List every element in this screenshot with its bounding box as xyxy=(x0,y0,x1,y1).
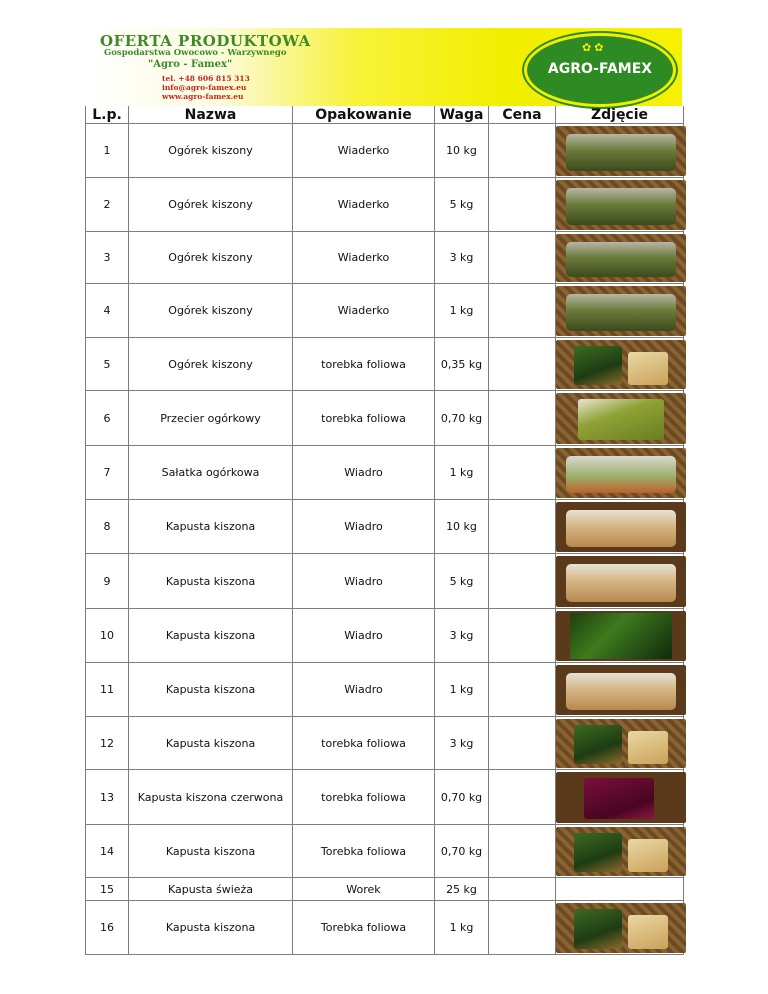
cell-opakowanie: Wiaderko xyxy=(293,178,435,232)
cell-nazwa: Kapusta świeża xyxy=(129,878,293,901)
product-photo xyxy=(556,665,686,715)
table-row xyxy=(86,901,684,955)
table-row xyxy=(86,554,684,609)
product-photo xyxy=(556,180,686,230)
cell-cena xyxy=(489,663,556,717)
product-photo xyxy=(556,611,686,661)
cell-lp: 14 xyxy=(86,825,129,878)
product-photo xyxy=(556,340,686,389)
cell-opakowanie: torebka foliowa xyxy=(293,338,435,391)
cell-lp: 11 xyxy=(86,663,129,717)
cell-cena xyxy=(489,124,556,178)
cell-cena xyxy=(489,878,556,901)
cell-photo xyxy=(556,284,684,338)
cell-waga: 10 kg xyxy=(435,500,489,554)
cell-lp: 9 xyxy=(86,554,129,609)
cell-photo xyxy=(556,770,684,825)
cell-cena xyxy=(489,232,556,284)
header-nazwa: Nazwa xyxy=(129,106,293,124)
product-photo xyxy=(556,126,686,176)
cell-opakowanie: Torebka foliowa xyxy=(293,901,435,955)
photo-item xyxy=(566,456,676,493)
table-header-row xyxy=(86,106,684,124)
table-row xyxy=(86,178,684,232)
flower-icon: ✿✿ xyxy=(582,41,607,54)
cell-opakowanie: Wiadro xyxy=(293,446,435,500)
cell-opakowanie: Wiadro xyxy=(293,500,435,554)
cell-nazwa: Ogórek kiszony xyxy=(129,178,293,232)
cell-photo xyxy=(556,124,684,178)
product-photo xyxy=(556,234,686,282)
banner-subtitle: Gospodarstwa Owocowo - Warzywnego xyxy=(104,48,287,58)
cell-cena xyxy=(489,178,556,232)
cell-lp: 1 xyxy=(86,124,129,178)
cell-cena xyxy=(489,554,556,609)
banner-company: "Agro - Famex" xyxy=(148,59,233,70)
company-logo xyxy=(524,33,676,107)
cell-lp: 12 xyxy=(86,717,129,770)
cell-lp: 10 xyxy=(86,609,129,663)
cell-lp: 5 xyxy=(86,338,129,391)
header-waga: Waga xyxy=(435,106,489,124)
cell-waga: 10 kg xyxy=(435,124,489,178)
cell-lp: 15 xyxy=(86,878,129,901)
cell-waga: 1 kg xyxy=(435,901,489,955)
cell-opakowanie: Wiaderko xyxy=(293,124,435,178)
cell-waga: 5 kg xyxy=(435,554,489,609)
cell-waga: 0,35 kg xyxy=(435,338,489,391)
table-row xyxy=(86,663,684,717)
cell-nazwa: Kapusta kiszona czerwona xyxy=(129,770,293,825)
cell-opakowanie: Worek xyxy=(293,878,435,901)
product-photo xyxy=(556,556,686,607)
cell-nazwa: Kapusta kiszona xyxy=(129,500,293,554)
cell-lp: 2 xyxy=(86,178,129,232)
product-photo xyxy=(556,393,686,444)
photo-item xyxy=(566,673,676,710)
cell-photo xyxy=(556,500,684,554)
table-row xyxy=(86,770,684,825)
cell-cena xyxy=(489,338,556,391)
product-table xyxy=(85,106,684,955)
cell-nazwa: Sałatka ogórkowa xyxy=(129,446,293,500)
photo-item xyxy=(574,833,622,872)
cell-photo xyxy=(556,825,684,878)
cell-waga: 0,70 kg xyxy=(435,770,489,825)
photo-item xyxy=(584,778,654,819)
cell-photo xyxy=(556,232,684,284)
photo-item xyxy=(628,915,668,949)
cell-opakowanie: torebka foliowa xyxy=(293,717,435,770)
photo-item xyxy=(628,352,668,385)
cell-photo xyxy=(556,663,684,717)
table-row xyxy=(86,124,684,178)
photo-item xyxy=(628,731,668,764)
cell-nazwa: Kapusta kiszona xyxy=(129,609,293,663)
cell-waga: 1 kg xyxy=(435,446,489,500)
cell-nazwa: Ogórek kiszony xyxy=(129,338,293,391)
cell-nazwa: Przecier ogórkowy xyxy=(129,391,293,446)
product-photo xyxy=(556,286,686,336)
cell-waga: 3 kg xyxy=(435,232,489,284)
photo-item xyxy=(566,242,676,277)
table-row xyxy=(86,446,684,500)
cell-cena xyxy=(489,901,556,955)
cell-lp: 13 xyxy=(86,770,129,825)
cell-waga: 5 kg xyxy=(435,178,489,232)
cell-opakowanie: Wiaderko xyxy=(293,232,435,284)
logo-text: AGRO-FAMEX xyxy=(547,61,653,77)
cell-photo xyxy=(556,391,684,446)
cell-nazwa: Kapusta kiszona xyxy=(129,554,293,609)
cell-nazwa: Kapusta kiszona xyxy=(129,663,293,717)
photo-item xyxy=(570,613,672,659)
cell-photo xyxy=(556,901,684,955)
header-zdjecie: Zdjęcie xyxy=(556,106,684,124)
header-banner xyxy=(86,28,682,106)
table-row xyxy=(86,391,684,446)
cell-opakowanie: torebka foliowa xyxy=(293,770,435,825)
product-photo xyxy=(556,448,686,498)
cell-waga: 1 kg xyxy=(435,284,489,338)
cell-cena xyxy=(489,717,556,770)
cell-photo xyxy=(556,178,684,232)
cell-lp: 3 xyxy=(86,232,129,284)
photo-item xyxy=(566,294,676,331)
cell-lp: 8 xyxy=(86,500,129,554)
cell-nazwa: Kapusta kiszona xyxy=(129,901,293,955)
product-photo xyxy=(556,772,686,823)
photo-item xyxy=(574,725,622,764)
cell-waga: 0,70 kg xyxy=(435,391,489,446)
photo-item xyxy=(566,134,676,171)
banner-title: OFERTA PRODUKTOWA xyxy=(100,32,311,50)
table-row xyxy=(86,717,684,770)
product-photo xyxy=(556,719,686,768)
photo-item xyxy=(566,188,676,225)
photo-item xyxy=(578,399,664,440)
cell-photo xyxy=(556,717,684,770)
cell-nazwa: Kapusta kiszona xyxy=(129,717,293,770)
cell-lp: 6 xyxy=(86,391,129,446)
cell-cena xyxy=(489,825,556,878)
cell-waga: 3 kg xyxy=(435,609,489,663)
header-lp: L.p. xyxy=(86,106,129,124)
cell-waga: 0,70 kg xyxy=(435,825,489,878)
cell-cena xyxy=(489,446,556,500)
cell-photo xyxy=(556,554,684,609)
cell-opakowanie: Wiadro xyxy=(293,609,435,663)
cell-opakowanie: Wiaderko xyxy=(293,284,435,338)
banner-website: www.agro-famex.eu xyxy=(162,92,244,101)
table-row xyxy=(86,338,684,391)
product-photo xyxy=(556,827,686,876)
cell-waga: 3 kg xyxy=(435,717,489,770)
cell-opakowanie: Wiadro xyxy=(293,554,435,609)
cell-cena xyxy=(489,609,556,663)
photo-item xyxy=(574,346,622,385)
cell-lp: 4 xyxy=(86,284,129,338)
table-row xyxy=(86,825,684,878)
cell-nazwa: Ogórek kiszony xyxy=(129,232,293,284)
cell-opakowanie: Wiadro xyxy=(293,663,435,717)
table-row xyxy=(86,878,684,901)
cell-lp: 16 xyxy=(86,901,129,955)
banner-phone: tel. +48 606 815 313 xyxy=(162,74,250,83)
cell-waga: 25 kg xyxy=(435,878,489,901)
table-row xyxy=(86,609,684,663)
cell-nazwa: Ogórek kiszony xyxy=(129,284,293,338)
product-photo xyxy=(556,903,686,953)
banner-email: info@agro-famex.eu xyxy=(162,83,247,92)
cell-nazwa: Ogórek kiszony xyxy=(129,124,293,178)
table-row xyxy=(86,500,684,554)
cell-photo xyxy=(556,338,684,391)
cell-cena xyxy=(489,770,556,825)
cell-lp: 7 xyxy=(86,446,129,500)
cell-opakowanie: torebka foliowa xyxy=(293,391,435,446)
photo-item xyxy=(566,510,676,547)
photo-item xyxy=(628,839,668,872)
photo-item xyxy=(574,909,622,949)
cell-waga: 1 kg xyxy=(435,663,489,717)
cell-photo xyxy=(556,609,684,663)
photo-item xyxy=(566,564,676,602)
cell-cena xyxy=(489,391,556,446)
cell-nazwa: Kapusta kiszona xyxy=(129,825,293,878)
table-row xyxy=(86,284,684,338)
header-cena: Cena xyxy=(489,106,556,124)
cell-photo xyxy=(556,446,684,500)
header-opakowanie: Opakowanie xyxy=(293,106,435,124)
cell-opakowanie: Torebka foliowa xyxy=(293,825,435,878)
cell-cena xyxy=(489,284,556,338)
cell-photo xyxy=(556,878,684,901)
product-photo xyxy=(556,502,686,552)
table-row xyxy=(86,232,684,284)
cell-cena xyxy=(489,500,556,554)
